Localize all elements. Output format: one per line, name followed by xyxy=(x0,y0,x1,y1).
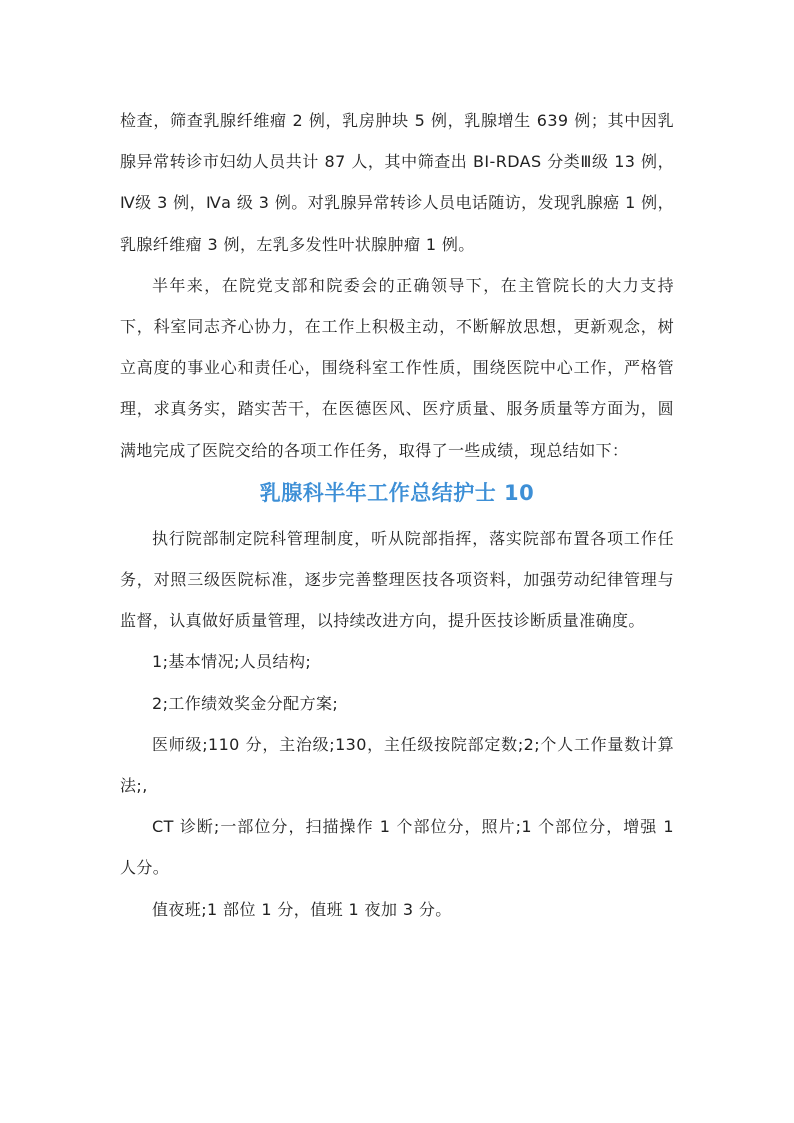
paragraph-ct-diagnosis: CT 诊断;一部位分，扫描操作 1 个部位分，照片;1 个部位分，增强 1 人分。 xyxy=(120,817,674,878)
section-heading: 乳腺科半年工作总结护士 10 xyxy=(259,480,535,505)
document-body xyxy=(120,100,674,930)
list-item-basic-info: 1;基本情况;人员结构; xyxy=(152,652,312,672)
paragraph-physician-levels: 医师级;110 分，主治级;130，主任级按院部定数;2;个人工作量数计算法;, xyxy=(120,734,674,796)
list-item-bonus-plan: 2;工作绩效奖金分配方案; xyxy=(152,693,339,713)
paragraph-management-rules: 执行院部制定院科管理制度，听从院部指挥，落实院部布置各项工作任务，对照三级医院标准，逐步完善整理医技各项资料，加强劳动纪律管理与监督，认真做好质量管理，以持续改进方向，提升医技诊断质量准确度。 xyxy=(120,528,674,631)
paragraph-night-shift: 值夜班;1 部位 1 分，值班 1 夜加 3 分。 xyxy=(152,899,452,919)
paragraph-half-year-intro: 半年来，在院党支部和院委会的正确领导下，在主管院长的大力支持下，科室同志齐心协力，在工作上积极主动，不断解放思想，更新观念，树立高度的事业心和责任心，围绕科室工作性质，围绕医院中心工作，严格管理，求真务实，踏实苦干，在医德医风、医疗质量、服务质量等方面为，圆满地完成了医院交给的各项工作任务，取得了一些成绩，现总结如下： xyxy=(120,275,674,460)
paragraph-screening-results: 检查，筛查乳腺纤维瘤 2 例，乳房肿块 5 例，乳腺增生 639 例；其中因乳腺异常转诊市妇幼人员共计 87 人，其中筛查出 BI-RDAS 分类Ⅲ级 13 例，Ⅳ级 3 例，Ⅳa 级 3 例。对乳腺异常转诊人员电话随访，发现乳腺癌 1 例，乳腺纤维瘤 3 例，左乳多发性叶状腺肿瘤 1 例。 xyxy=(120,111,674,254)
